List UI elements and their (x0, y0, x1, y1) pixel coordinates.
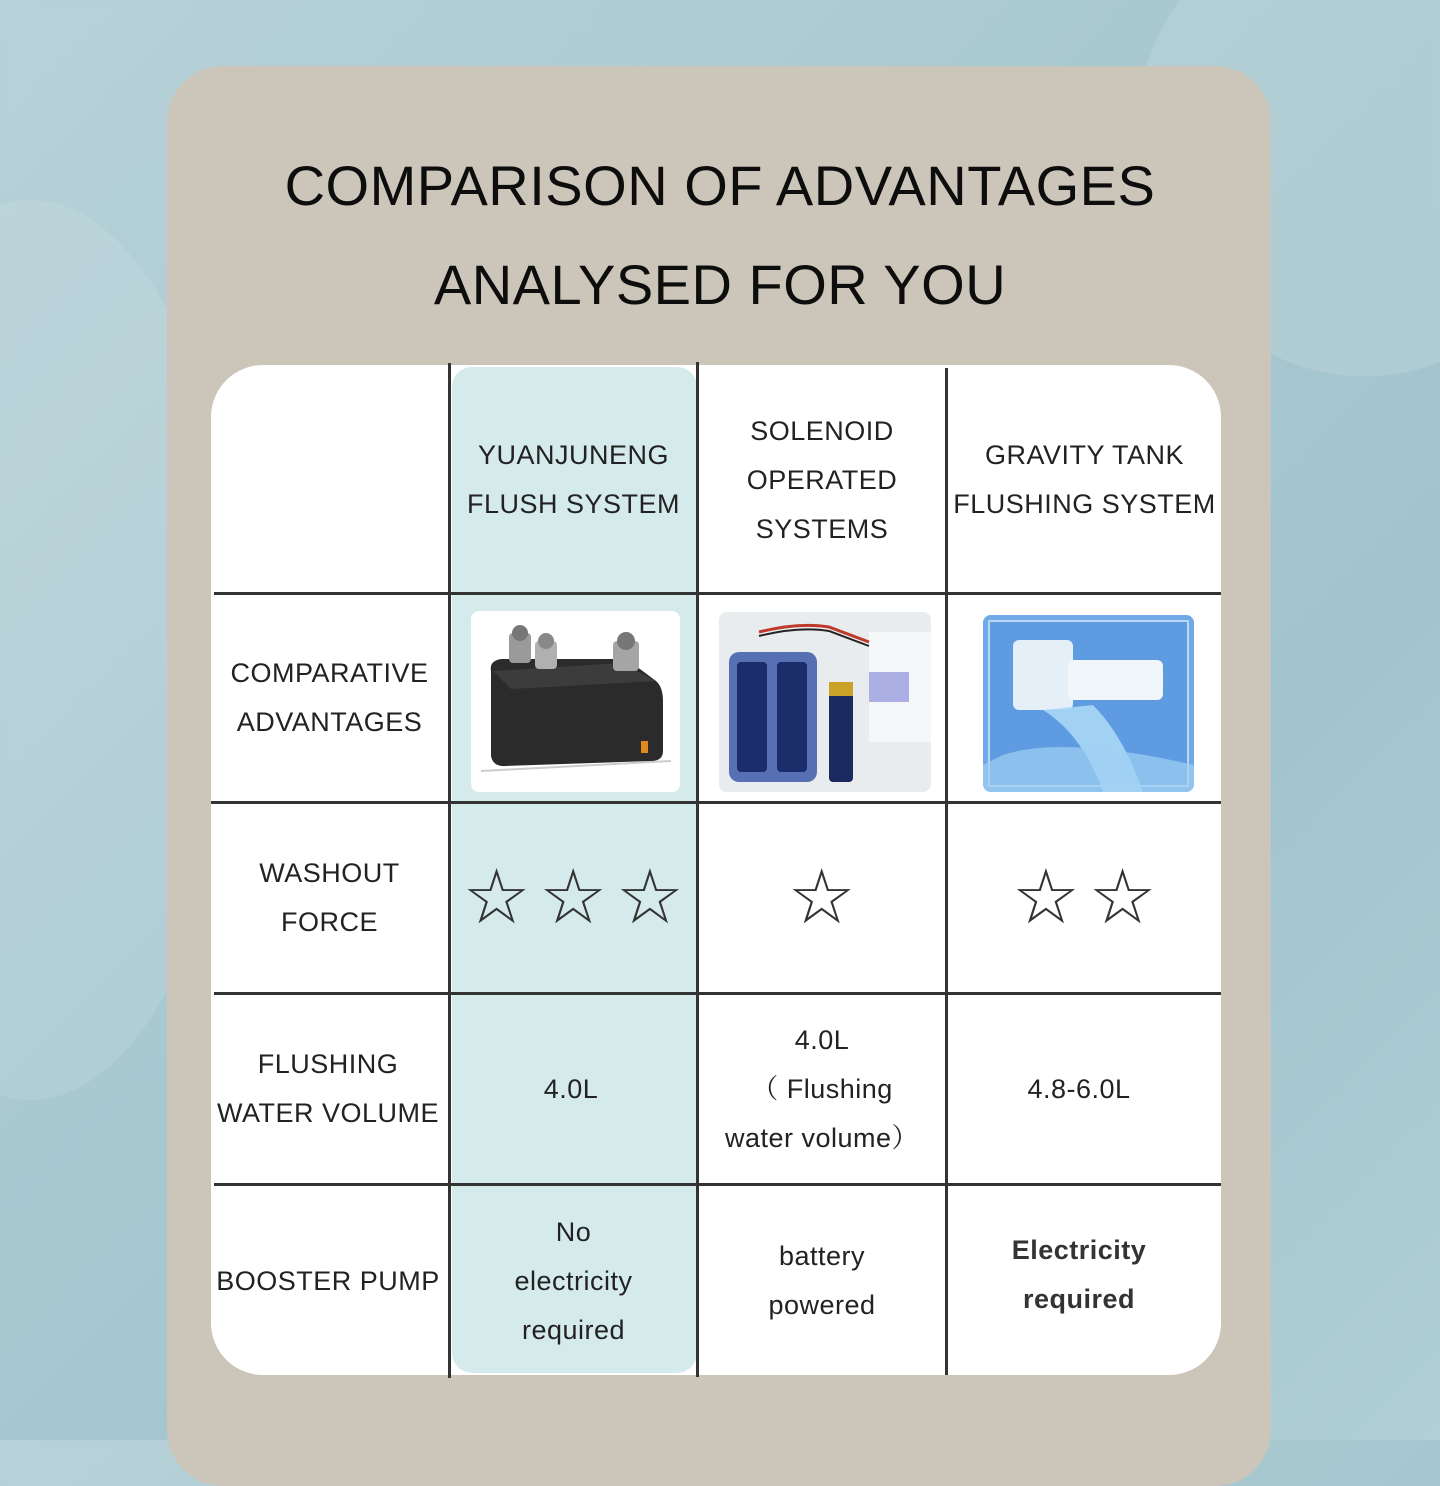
row-label-line: FLUSHING (257, 1049, 399, 1079)
star-icon: ☆ (787, 855, 857, 940)
row-label-line: COMPARATIVE (230, 658, 429, 688)
volume-yuanjuneng (451, 995, 691, 1183)
column-header-gravity (948, 368, 1221, 592)
volume-line: water volume） (724, 1122, 920, 1153)
page-title-line2: ANALYSED FOR YOU (433, 253, 1007, 316)
battery-pack-icon (719, 612, 931, 792)
pump-yuanjuneng (451, 1186, 696, 1376)
star-rating (787, 855, 857, 940)
star-icon: ☆ (539, 855, 608, 940)
volume-solenoid (699, 995, 945, 1183)
header-line: FLUSHING SYSTEM (953, 489, 1216, 519)
pump-gravity (948, 1180, 1210, 1370)
blue-water-tank-icon (983, 615, 1194, 792)
pump-line: powered (768, 1290, 876, 1320)
header-line: GRAVITY TANK (984, 440, 1185, 470)
washout-rating-gravity (948, 804, 1221, 992)
star-icon: ☆ (462, 855, 532, 940)
page-title-line1: COMPARISON OF ADVANTAGES (284, 154, 1156, 217)
pump-solenoid (699, 1186, 945, 1376)
washout-rating-yuanjuneng (451, 804, 696, 992)
header-line: OPERATED (746, 464, 898, 495)
pump-line: electricity (514, 1265, 633, 1296)
header-line: SOLENOID (750, 415, 894, 446)
column-header-solenoid (699, 368, 945, 592)
volume-value: 4.0L (543, 1073, 599, 1104)
row-label-line: WASHOUT (259, 858, 400, 888)
header-line: FLUSH SYSTEM (466, 489, 681, 519)
header-line: SYSTEMS (755, 513, 889, 544)
star-icon: ☆ (1011, 855, 1081, 940)
row-label-pump (208, 1186, 448, 1376)
star-rating (1011, 855, 1158, 940)
volume-line: （ Flushing (751, 1073, 893, 1104)
washout-rating-solenoid (699, 804, 945, 992)
row-label-advantages (211, 595, 448, 801)
volume-line: 4.0L (794, 1024, 850, 1055)
volume-value: 4.8-6.0L (1027, 1073, 1131, 1104)
pump-line: required (521, 1314, 626, 1345)
row-label-line: ADVANTAGES (236, 707, 423, 737)
column-header-yuanjuneng (451, 368, 696, 592)
row-label-washout (211, 804, 448, 992)
pump-line: required (1022, 1284, 1135, 1314)
star-icon: ☆ (1088, 855, 1158, 940)
star-rating (462, 855, 685, 940)
black-flush-tank-icon (471, 611, 680, 792)
star-icon: ☆ (615, 855, 685, 940)
volume-gravity (948, 995, 1210, 1183)
row-label-line: FORCE (281, 907, 378, 937)
row-label-line: BOOSTER PUMP (216, 1265, 440, 1296)
row-label-volume (208, 995, 448, 1183)
row-label-line: WATER VOLUME (216, 1098, 439, 1128)
pump-line: No (555, 1216, 592, 1247)
header-line: YUANJUNENG (477, 440, 669, 470)
pump-line: battery (778, 1241, 866, 1271)
pump-line: Electricity (1011, 1235, 1147, 1265)
